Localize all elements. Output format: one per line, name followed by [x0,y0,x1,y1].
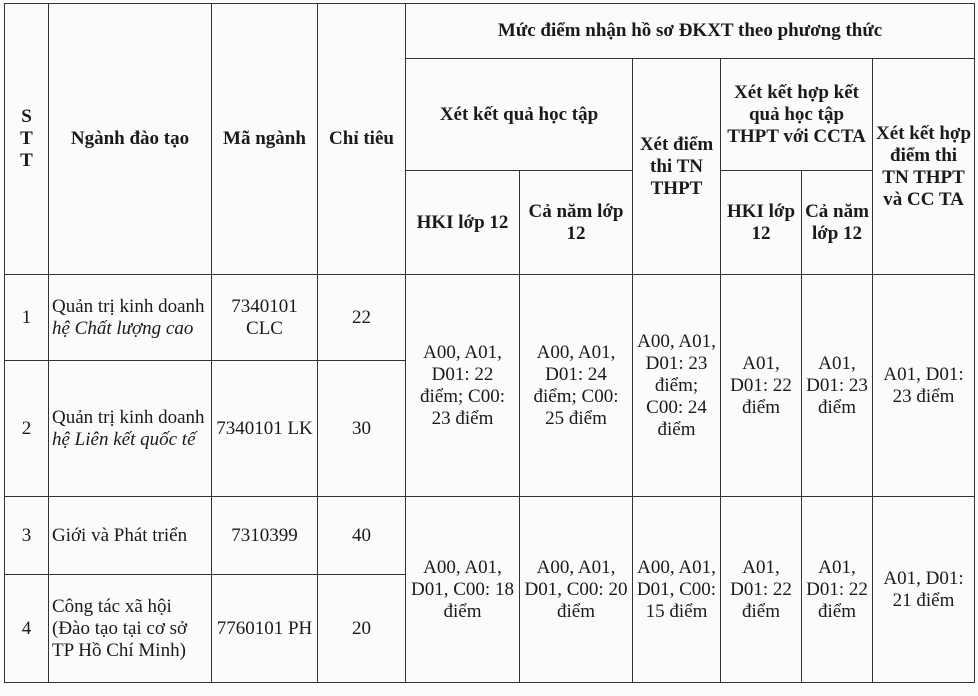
ma-nganh-cell: 7340101 CLC [212,275,318,361]
stt-cell: 1 [5,275,49,361]
score-kh-ca-nam-cell: A01, D01: 23 điểm [802,275,873,497]
score-ca-nam-cell: A00, A01, D01, C00: 20 điểm [520,497,633,683]
header-hk1-ket-hop: HKI lớp 12 [721,171,802,275]
header-ca-nam: Cả năm lớp 12 [520,171,633,275]
nganh-cell [49,497,212,575]
ma-nganh-cell: 7760101 PH [212,575,318,683]
score-thi-tn-cell: A00, A01, D01, C00: 15 điểm [633,497,721,683]
score-hk1-cell: A00, A01, D01: 22 điểm; C00: 23 điểm [406,275,520,497]
nganh-cell [49,361,212,497]
chi-tieu-cell: 40 [318,497,406,575]
nganh-he: hệ Chất lượng cao [52,317,194,339]
header-ket-hop-hoc-ba: Xét kết hợp kết quả học tập THPT với CCTA [721,59,873,171]
stt-cell: 3 [5,497,49,575]
score-ca-nam-cell: A00, A01, D01: 24 điểm; C00: 25 điểm [520,275,633,497]
stt-cell: 2 [5,361,49,497]
header-ca-nam-ket-hop: Cả năm lớp 12 [802,171,873,275]
table-row [5,275,975,361]
score-kh-hk1-cell: A01, D01: 22 điểm [721,275,802,497]
chi-tieu-cell: 20 [318,575,406,683]
ma-nganh-cell: 7340101 LK [212,361,318,497]
header-xet-thi-tn: Xét điểm thi TN THPT [633,59,721,275]
score-hk1-cell: A00, A01, D01, C00: 18 điểm [406,497,520,683]
header-nganh: Ngành đào tạo [49,4,212,275]
nganh-cell [49,275,212,361]
admission-score-table [4,3,975,683]
header-xet-hoc-tap: Xét kết quả học tập [406,59,633,171]
score-kh-hk1-cell: A01, D01: 22 điểm [721,497,802,683]
nganh-he: hệ Liên kết quốc tế [52,428,196,450]
nganh-name: Công tác xã hội (Đào tạo tại cơ sở TP Hồ Chí Minh) [52,595,188,661]
header-hk1: HKI lớp 12 [406,171,520,275]
nganh-name: Giới và Phát triển [52,524,188,546]
score-kh-ca-nam-cell: A01, D01: 22 điểm [802,497,873,683]
table-row [5,497,975,575]
chi-tieu-cell: 22 [318,275,406,361]
nganh-name: Quản trị kinh doanh [52,295,205,317]
header-chi-tieu: Chỉ tiêu [318,4,406,275]
nganh-name: Quản trị kinh doanh [52,406,205,428]
chi-tieu-cell: 30 [318,361,406,497]
score-thi-tn-cell: A00, A01, D01: 23 điểm; C00: 24 điểm [633,275,721,497]
ma-nganh-cell: 7310399 [212,497,318,575]
header-ket-hop-thi: Xét kết hợp điểm thi TN THPT và CC TA [873,59,975,275]
score-kh-thi-cell: A01, D01: 23 điểm [873,275,975,497]
header-ma-nganh: Mã ngành [212,4,318,275]
stt-cell: 4 [5,575,49,683]
header-group-title: Mức điểm nhận hồ sơ ĐKXT theo phương thức [406,4,975,59]
score-kh-thi-cell: A01, D01: 21 điểm [873,497,975,683]
header-stt: S T T [5,4,49,275]
nganh-cell [49,575,212,683]
